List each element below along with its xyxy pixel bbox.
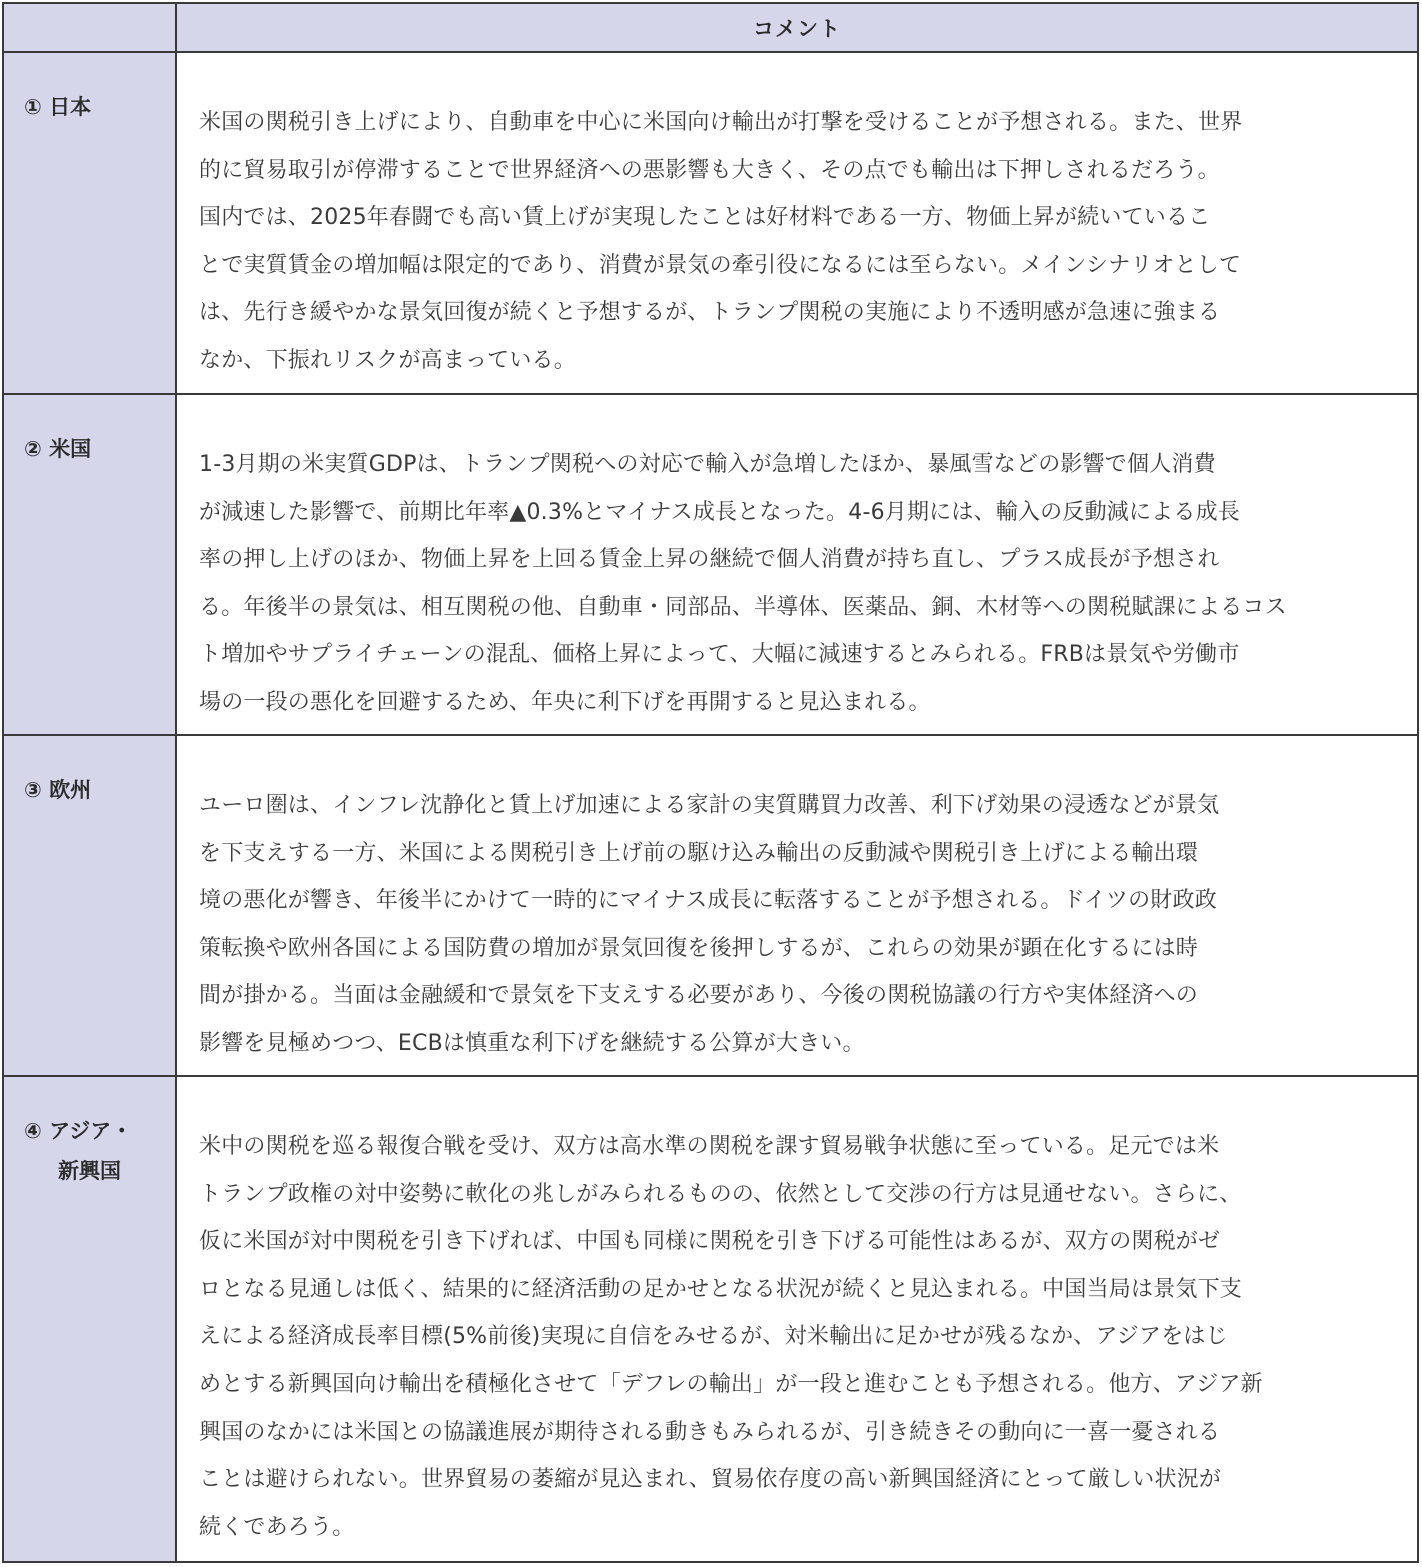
comment-line: 場の一段の悪化を回避するため、年央に利下げを再開すると見込まれる。 [199, 689, 931, 715]
region-cell [4, 736, 177, 1075]
comment-line: めとする新興国向け輸出を積極化させて「デフレの輸出」が一段と進むことも予想される。他方、アジア新 [199, 1371, 1263, 1397]
comment-line: なか、下振れリスクが高まっている。 [199, 347, 576, 373]
comment-line: る。年後半の景気は、相互関税の他、自動車・同部品、半導体、医薬品、銅、木材等への関税賦課によるコス [199, 594, 1287, 620]
comment-line: ト増加やサプライチェーンの混乱、価格上昇によって、大幅に減速するとみられる。FRBは景気や労働市 [199, 642, 1240, 668]
comment-line: 境の悪化が響き、年後半にかけて一時的にマイナス成長に転落することが予想される。ドイツの財政政 [199, 888, 1217, 914]
header-comment-cell [177, 4, 1417, 51]
comment-line: は、先行き緩やかな景気回復が続くと予想するが、トランプ関税の実施により不透明感が急速に強まる [199, 300, 1221, 326]
region-label-line: ② 米国 [24, 437, 92, 461]
comment-line: 米国の関税引き上げにより、自動車を中心に米国向け輸出が打撃を受けることが予想される。また、世界 [199, 110, 1243, 135]
table-header-row [4, 4, 1417, 53]
comment-line: トランプ政権の対中姿勢に軟化の兆しがみられるものの、依然として交渉の行方は見通せない。さらに、 [199, 1181, 1242, 1207]
header-label-cell [4, 4, 177, 51]
region-label-line: ④ アジア・ [24, 1119, 133, 1143]
region-label-europe [24, 770, 91, 810]
comment-line: 米中の関税を巡る報復合戦を受け、双方は高水準の関税を課す貿易戦争状態に至っている。足元では米 [199, 1134, 1220, 1159]
region-label-us [24, 429, 91, 469]
comment-line: ロとなる見通しは低く、結果的に経済活動の足かせとなる状況が続くと見込まれる。中国当局は景気下支 [199, 1276, 1242, 1302]
comment-line: 1-3月期の米実質GDPは、トランプ関税への対応で輸入が急増したほか、暴風雪などの影響で個人消費 [199, 452, 1216, 477]
comment-line: 的に貿易取引が停滞することで世界経済への悪影響も大きく、その点でも輸出は下押しされるだろう。 [199, 157, 1220, 183]
region-label-line: ① 日本 [24, 95, 92, 119]
comment-line: 続くであろう。 [199, 1514, 355, 1540]
region-cell [4, 395, 177, 734]
comment-line: を下支えする一方、米国による関税引き上げ前の駆け込み輸出の反動減や関税引き上げによる輸出環 [199, 840, 1199, 866]
comment-text-us [199, 441, 1403, 727]
comment-line: とで実質賃金の増加幅は限定的であり、消費が景気の牽引役になるには至らない。メインシナリオとして [199, 252, 1242, 278]
comment-line: 間が掛かる。当面は金融緩和で景気を下支えする必要があり、今後の関税協議の行方や実体経済への [199, 983, 1199, 1009]
region-label-line: 新興国 [58, 1159, 121, 1183]
comment-line: 策転換や欧州各国による国防費の増加が景気回復を後押しするが、これらの効果が顕在化するには時 [199, 935, 1199, 961]
comment-line: ことは避けられない。世界貿易の萎縮が見込まれ、貿易依存度の高い新興国経済にとって厳しい状況が [199, 1467, 1222, 1493]
comment-text-asia [199, 1123, 1403, 1551]
comment-cell [177, 1077, 1417, 1561]
comment-text-europe [199, 782, 1403, 1068]
region-cell [4, 53, 177, 393]
table-row-japan [4, 53, 1417, 395]
comment-line: 影響を見極めつつ、ECBは慎重な利下げを継続する公算が大きい。 [199, 1030, 865, 1056]
comment-line: 率の押し上げのほか、物価上昇を上回る賃金上昇の継続で個人消費が持ち直し、プラス成長が予想され [199, 547, 1220, 573]
outlook-table [2, 2, 1419, 1563]
table-row-us [4, 395, 1417, 736]
comment-line: ユーロ圏は、インフレ沈静化と賃上げ加速による家計の実質購買力改善、利下げ効果の浸透などが景気 [199, 793, 1220, 818]
comment-cell [177, 736, 1417, 1075]
region-label-japan [24, 87, 91, 127]
comment-line: 興国のなかには米国との協議進展が期待される動きもみられるが、引き続きその動向に一喜一憂される [199, 1419, 1221, 1445]
region-label-asia [24, 1111, 132, 1191]
region-label-line: ③ 欧州 [24, 778, 92, 802]
table-row-asia [4, 1077, 1417, 1561]
comment-text-japan [199, 99, 1403, 385]
table-row-europe [4, 736, 1417, 1077]
comment-line: えによる経済成長率目標(5%前後)実現に自信をみせるが、対米輸出に足かせが残るなか、アジアをはじ [199, 1324, 1228, 1350]
comment-column-header: コメント [753, 16, 841, 41]
region-cell [4, 1077, 177, 1561]
comment-line: が減速した影響で、前期比年率▲0.3%とマイナス成長となった。4-6月期には、輸入の反動減による成長 [199, 499, 1240, 525]
comment-cell [177, 395, 1417, 734]
comment-cell [177, 53, 1417, 393]
comment-line: 仮に米国が対中関税を引き下げれば、中国も同様に関税を引き下げる可能性はあるが、双方の関税がゼ [199, 1229, 1221, 1255]
comment-line: 国内では、2025年春闘でも高い賃上げが実現したことは好材料である一方、物価上昇が続いているこ [199, 205, 1211, 231]
